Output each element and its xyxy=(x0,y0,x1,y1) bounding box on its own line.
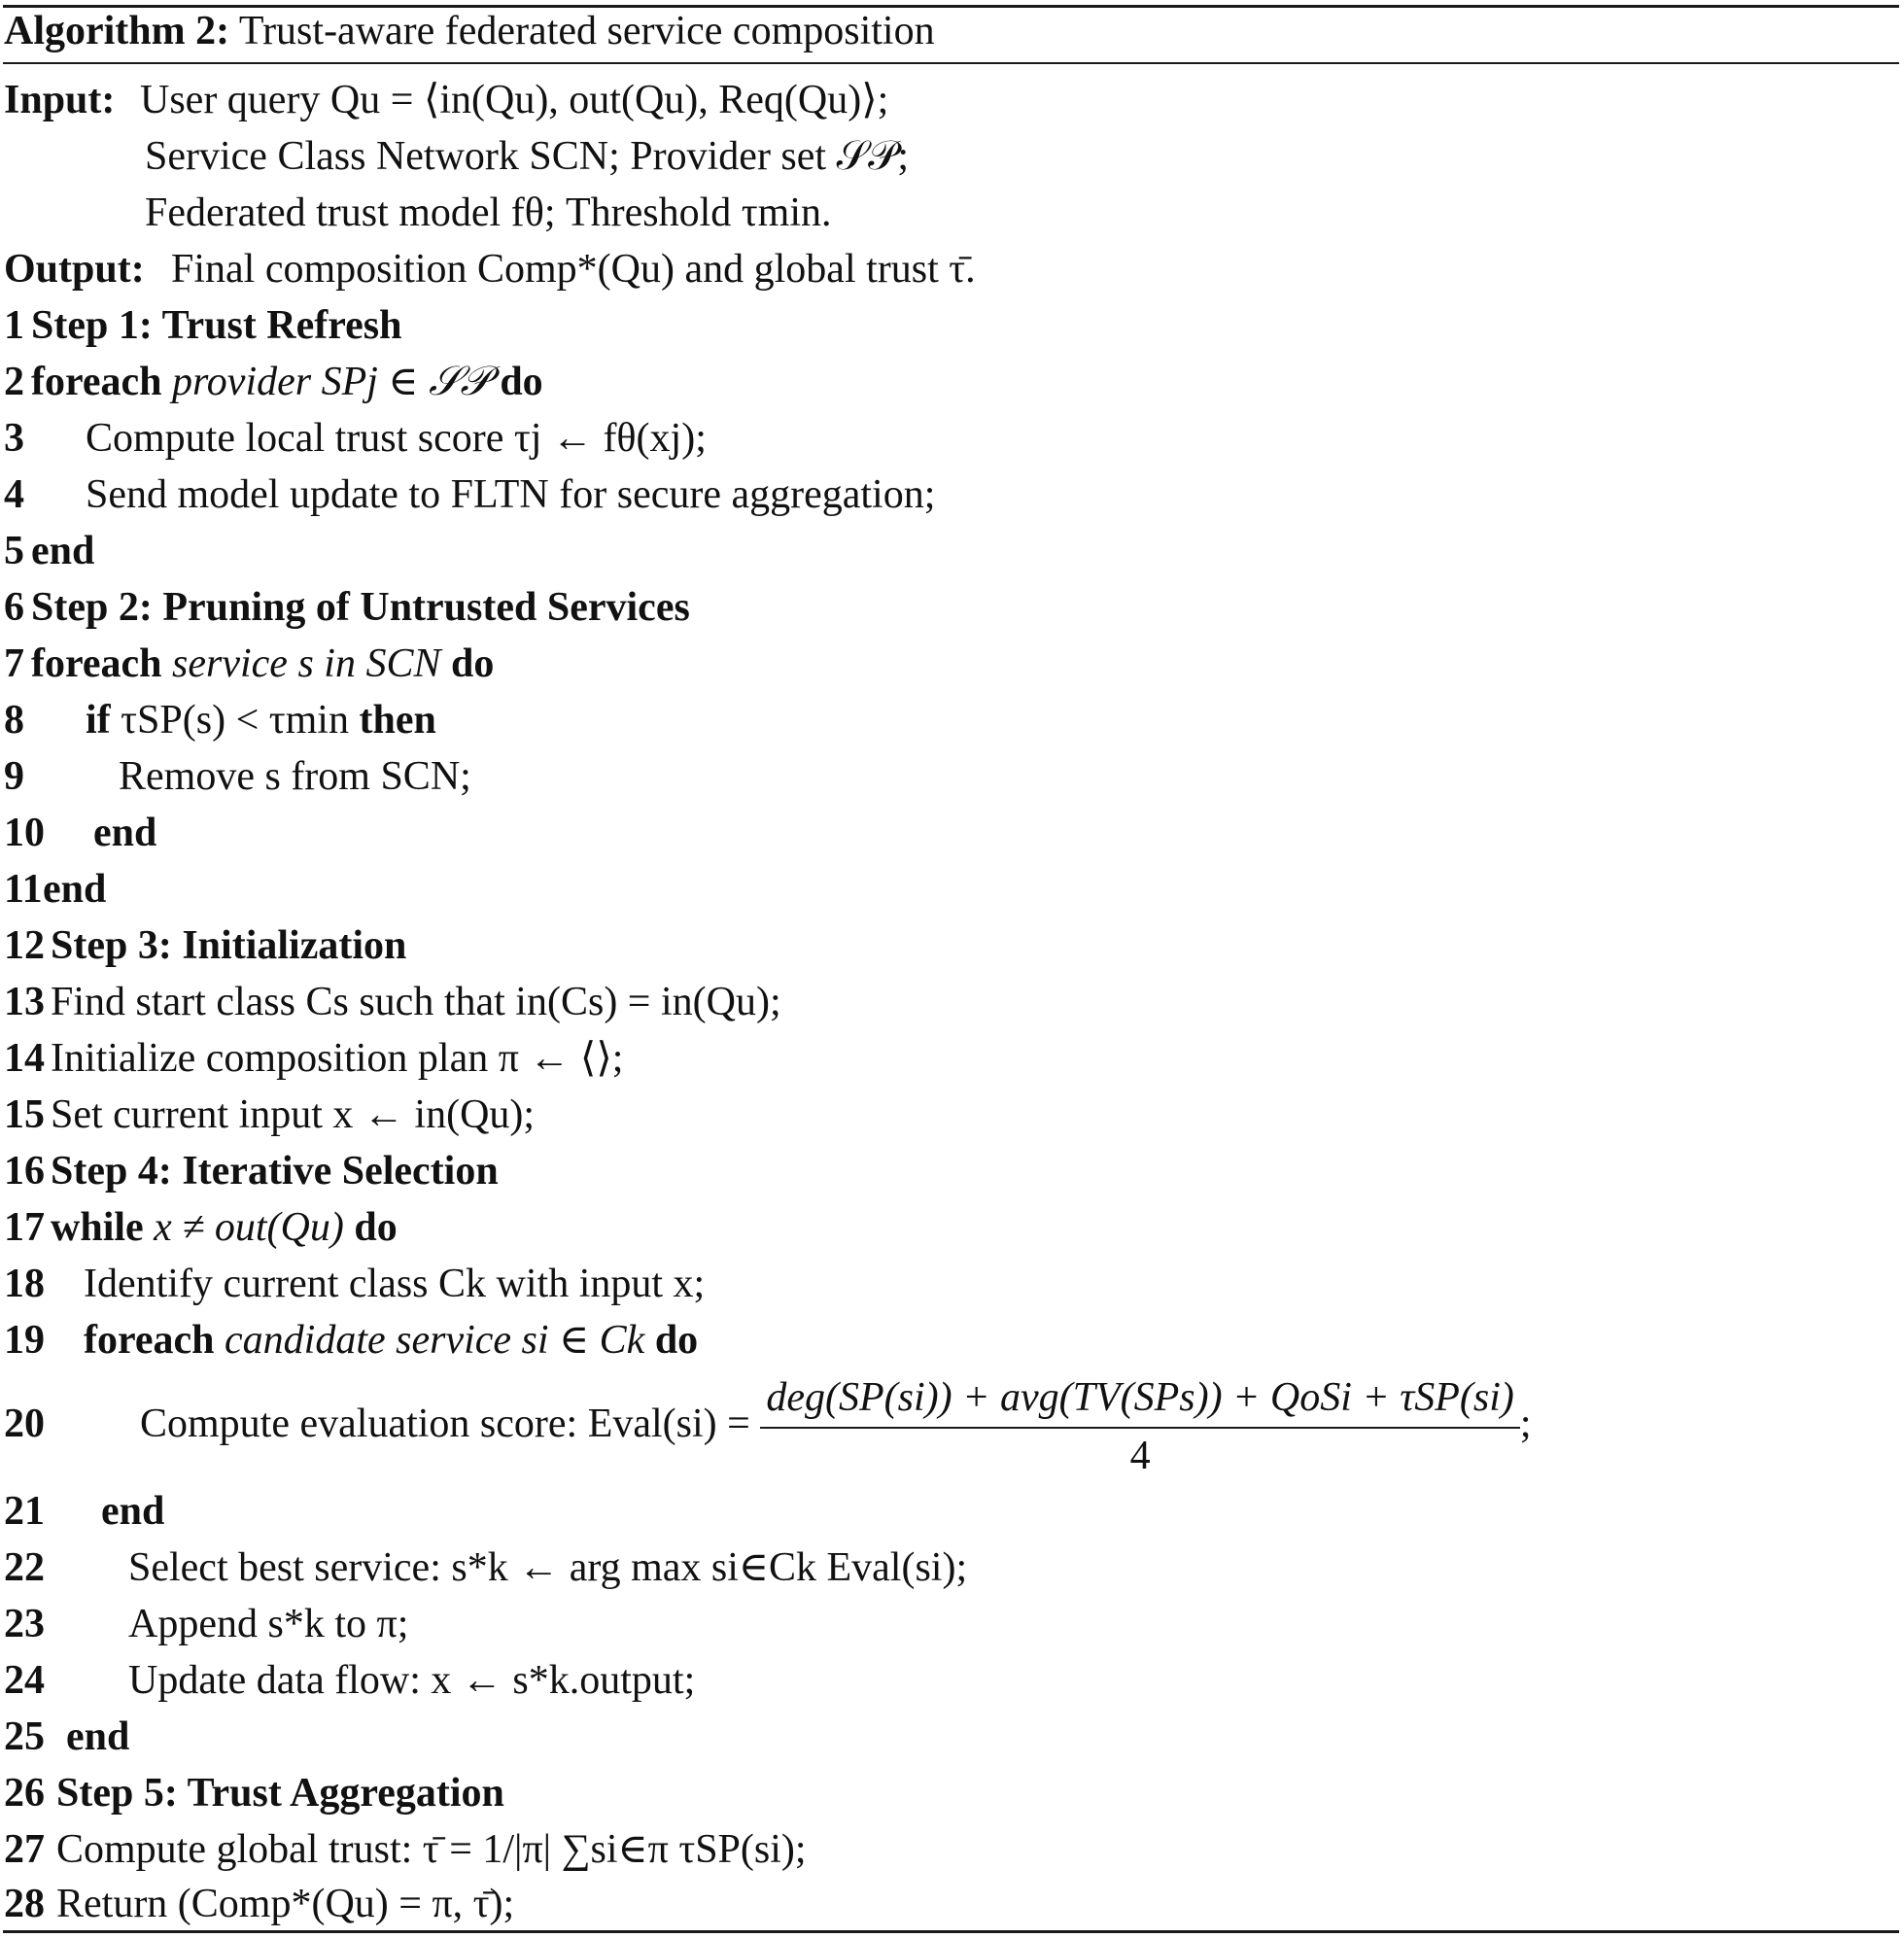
loop-condition: x ≠ out(Qu) xyxy=(154,1205,344,1250)
statement: Compute local trust score τj ← fθ(xj); xyxy=(86,416,707,461)
semicolon: ; xyxy=(1519,1402,1532,1446)
statement: Send model update to FLTN for secure aggregation; xyxy=(86,472,936,517)
step-heading: Step 4: Iterative Selection xyxy=(51,1149,499,1194)
keyword-end: end xyxy=(66,1714,130,1759)
line-number: 4 xyxy=(4,472,24,517)
line-number: 2 xyxy=(4,360,24,404)
line-number: 12 xyxy=(4,923,45,968)
keyword-foreach: foreach xyxy=(31,360,162,404)
keyword-end: end xyxy=(31,529,95,573)
line-number: 26 xyxy=(4,1771,45,1816)
line-number: 13 xyxy=(4,980,45,1024)
line-number: 9 xyxy=(4,754,24,799)
line-number: 21 xyxy=(4,1489,45,1534)
line-number: 18 xyxy=(4,1262,45,1306)
eval-denominator: 4 xyxy=(1129,1434,1151,1479)
line-number: 7 xyxy=(4,641,24,686)
line-number: 15 xyxy=(4,1092,45,1137)
line-number: 1 xyxy=(4,303,24,348)
line-number: 22 xyxy=(4,1545,45,1590)
keyword-then: then xyxy=(359,698,436,743)
keyword-if: if xyxy=(86,698,111,743)
step-heading: Step 1: Trust Refresh xyxy=(31,303,402,348)
keyword-foreach: foreach xyxy=(31,641,162,686)
loop-condition: candidate service si ∈ Ck xyxy=(225,1318,645,1363)
line-number: 25 xyxy=(4,1714,45,1759)
keyword-end: end xyxy=(93,811,157,855)
line-number: 5 xyxy=(4,529,24,573)
line-number: 8 xyxy=(4,698,24,743)
statement: Compute evaluation score: Eval(si) = xyxy=(140,1402,750,1446)
line-number: 10 xyxy=(4,811,45,855)
line-number: 6 xyxy=(4,585,24,630)
statement: Identify current class Ck with input x; xyxy=(84,1262,706,1306)
step-heading: Step 3: Initialization xyxy=(51,923,407,968)
line-number: 20 xyxy=(4,1402,45,1446)
input-text-3: Federated trust model fθ; Threshold τmin. xyxy=(145,190,832,235)
caption-rule xyxy=(3,62,1899,64)
statement: Initialize composition plan π ← ⟨⟩; xyxy=(51,1036,624,1081)
algorithm-caption xyxy=(4,6,935,56)
line-number: 23 xyxy=(4,1602,45,1646)
line-number: 11 xyxy=(4,867,43,912)
input-text-2: Service Class Network SCN; Provider set 𝒮𝒫; xyxy=(145,134,910,179)
line-number: 19 xyxy=(4,1318,45,1363)
algorithm-title: Trust-aware federated service composition xyxy=(238,9,935,53)
algorithm-label: Algorithm 2: xyxy=(4,9,230,53)
eval-numerator: deg(SP(si)) + avg(TV(SPs)) + QoSi + τSP(si) xyxy=(760,1372,1520,1429)
step-heading: Step 5: Trust Aggregation xyxy=(56,1771,504,1816)
keyword-do: do xyxy=(654,1318,699,1363)
eval-fraction xyxy=(760,1372,1520,1481)
output-label: Output: xyxy=(4,247,145,292)
statement: Compute global trust: τ̄ = 1/|π| ∑si∈π τSP(si); xyxy=(56,1827,807,1872)
keyword-foreach: foreach xyxy=(84,1318,215,1363)
statement: Find start class Cs such that in(Cs) = in(Qu); xyxy=(51,980,781,1024)
line-number: 3 xyxy=(4,416,24,461)
line-number: 24 xyxy=(4,1658,45,1703)
statement: Update data flow: x ← s*k.output; xyxy=(128,1658,696,1703)
step-heading: Step 2: Pruning of Untrusted Services xyxy=(31,585,690,630)
keyword-end: end xyxy=(43,867,107,912)
if-condition: τSP(s) < τmin xyxy=(121,698,349,743)
line-number: 16 xyxy=(4,1149,45,1194)
statement: Set current input x ← in(Qu); xyxy=(51,1092,536,1137)
statement: Return (Comp*(Qu) = π, τ̄); xyxy=(56,1882,515,1926)
output-text: Final composition Comp*(Qu) and global trust τ̄. xyxy=(171,247,976,292)
statement: Select best service: s*k ← arg max si∈Ck Eval(si); xyxy=(128,1545,968,1590)
loop-condition: provider SPj ∈ 𝒮𝒫 xyxy=(172,360,490,404)
line-number: 14 xyxy=(4,1036,45,1081)
keyword-while: while xyxy=(51,1205,144,1250)
statement: Append s*k to π; xyxy=(128,1602,409,1646)
keyword-end: end xyxy=(101,1489,165,1534)
keyword-do: do xyxy=(354,1205,398,1250)
keyword-do: do xyxy=(450,641,495,686)
bottom-rule xyxy=(3,1930,1899,1933)
input-label: Input: xyxy=(4,78,116,122)
line-number: 17 xyxy=(4,1205,45,1250)
line-number: 27 xyxy=(4,1827,45,1872)
keyword-do: do xyxy=(500,360,543,404)
line-number: 28 xyxy=(4,1882,45,1926)
loop-condition: service s in SCN xyxy=(172,641,441,686)
statement: Remove s from SCN; xyxy=(119,754,471,799)
input-text-1: User query Qu = ⟨in(Qu), out(Qu), Req(Qu)⟩; xyxy=(140,78,889,122)
